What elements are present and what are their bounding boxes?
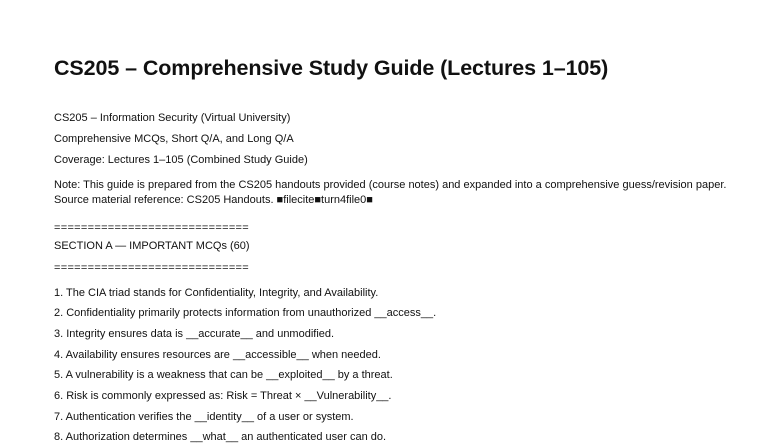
coverage-line: Coverage: Lectures 1–105 (Combined Study Guide): [54, 154, 308, 166]
mcq-item: 8. Authorization determines __what__ an authenticated user can do.: [54, 431, 387, 443]
course-name-line: CS205 – Information Security (Virtual University): [54, 112, 291, 124]
mcq-item: 7. Authentication verifies the __identity__ of a user or system.: [54, 411, 354, 423]
section-heading: SECTION A — IMPORTANT MCQs (60): [54, 240, 250, 252]
document-title: CS205 – Comprehensive Study Guide (Lectures 1–105): [54, 56, 609, 80]
mcq-item: 5. A vulnerability is a weakness that can be __exploited__ by a threat.: [54, 369, 393, 381]
mcq-item: 1. The CIA triad stands for Confidentiality, Integrity, and Availability.: [54, 287, 379, 299]
source-note: Note: This guide is prepared from the CS205 handouts provided (course notes) and expanded into a comprehensive guess/revision paper. Source material reference: CS205 Handouts. ■filecite■turn4file0■: [54, 179, 727, 206]
separator-bottom: =============================: [54, 262, 249, 274]
separator-top: =============================: [54, 222, 249, 234]
content-type-line: Comprehensive MCQs, Short Q/A, and Long Q/A: [54, 133, 294, 145]
mcq-item: 6. Risk is commonly expressed as: Risk = Threat × __Vulnerability__.: [54, 390, 392, 402]
mcq-item: 3. Integrity ensures data is __accurate__ and unmodified.: [54, 328, 335, 340]
mcq-item: 4. Availability ensures resources are __accessible__ when needed.: [54, 349, 381, 361]
mcq-item: 2. Confidentiality primarily protects information from unauthorized __access__.: [54, 307, 437, 319]
